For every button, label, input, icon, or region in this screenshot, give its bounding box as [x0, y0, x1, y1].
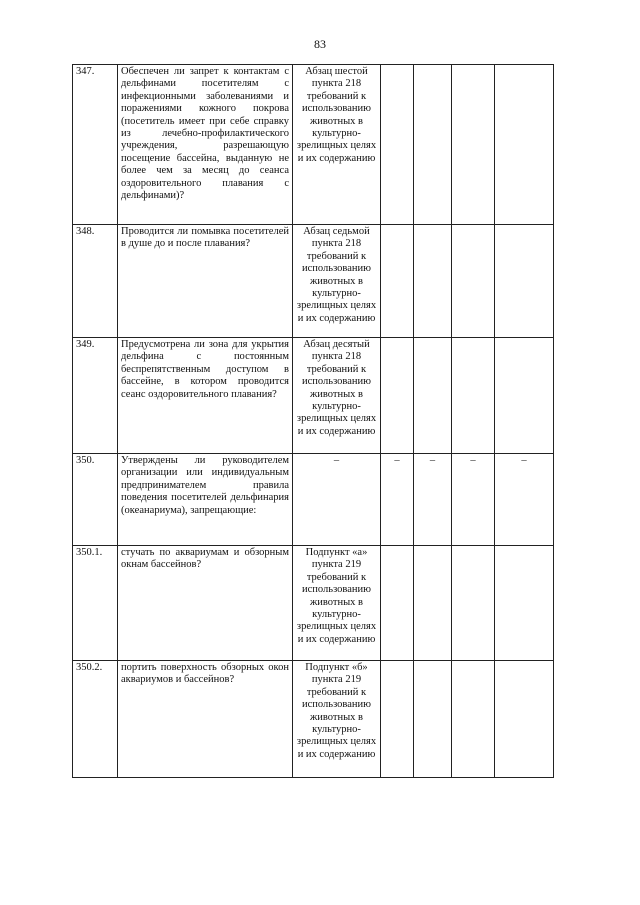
reference-text: Подпункт «а» пункта 219 требований к использованию животных в культурно-зрелищных целях и их содержанию	[293, 546, 381, 661]
reference-text: Абзац шестой пункта 218 требований к использованию животных в культурно-зрелищных целях и их содержанию	[293, 65, 381, 225]
question-text: Обеспечен ли запрет к контактам с дельфинами посетителям с инфекционными заболеваниями и поражениями кожного покрова (посетитель имеет при себе справку из лечебно-профилактического учреждения, разрешающую посещение бассейна, выданную не более чем за месяц до сеанса оздоровительного плавания с дельфинами)?	[118, 65, 293, 225]
row-number: 350.1.	[73, 546, 118, 661]
question-text: Предусмотрена ли зона для укрытия дельфина с постоянным беспрепятственным доступом в бассейне, в котором проводится сеанс оздоровительного плавания?	[118, 338, 293, 454]
row-number: 348.	[73, 225, 118, 338]
answer-na-cell[interactable]	[452, 65, 495, 225]
table-row	[73, 225, 554, 338]
reference-text: Подпункт «б» пункта 219 требований к использованию животных в культурно-зрелищных целях и их содержанию	[293, 661, 381, 778]
answer-yes-cell[interactable]	[381, 546, 414, 661]
answer-yes-cell[interactable]: –	[381, 454, 414, 546]
answer-no-cell[interactable]	[414, 546, 452, 661]
answer-no-cell[interactable]: –	[414, 454, 452, 546]
answer-na-cell[interactable]	[452, 546, 495, 661]
row-number: 350.2.	[73, 661, 118, 778]
answer-no-cell[interactable]	[414, 661, 452, 778]
table-row	[73, 65, 554, 225]
question-text: Проводится ли помывка посетителей в душе до и после плавания?	[118, 225, 293, 338]
table-row	[73, 546, 554, 661]
reference-text: Абзац десятый пункта 218 требований к использованию животных в культурно-зрелищных целях и их содержанию	[293, 338, 381, 454]
question-text: Утверждены ли руководителем организации или индивидуальным предпринимателем правила поведения посетителей дельфинария (океанариума), запрещающие:	[118, 454, 293, 546]
reference-text: Абзац седьмой пункта 218 требований к использованию животных в культурно-зрелищных целях и их содержанию	[293, 225, 381, 338]
answer-na-cell[interactable]	[452, 661, 495, 778]
reference-text: –	[293, 454, 381, 546]
question-text: стучать по аквариумам и обзорным окнам бассейнов?	[118, 546, 293, 661]
page-number: 83	[314, 37, 326, 51]
notes-cell[interactable]	[495, 661, 554, 778]
answer-yes-cell[interactable]	[381, 661, 414, 778]
notes-cell[interactable]: –	[495, 454, 554, 546]
row-number: 347.	[73, 65, 118, 225]
answer-no-cell[interactable]	[414, 65, 452, 225]
answer-yes-cell[interactable]	[381, 225, 414, 338]
answer-na-cell[interactable]	[452, 338, 495, 454]
answer-na-cell[interactable]: –	[452, 454, 495, 546]
question-text: портить поверхность обзорных окон аквариумов и бассейнов?	[118, 661, 293, 778]
answer-no-cell[interactable]	[414, 338, 452, 454]
answer-yes-cell[interactable]	[381, 338, 414, 454]
notes-cell[interactable]	[495, 225, 554, 338]
notes-cell[interactable]	[495, 338, 554, 454]
table-row	[73, 338, 554, 454]
checklist-table	[72, 64, 554, 778]
answer-na-cell[interactable]	[452, 225, 495, 338]
answer-no-cell[interactable]	[414, 225, 452, 338]
notes-cell[interactable]	[495, 546, 554, 661]
row-number: 349.	[73, 338, 118, 454]
row-number: 350.	[73, 454, 118, 546]
notes-cell[interactable]	[495, 65, 554, 225]
table-row	[73, 661, 554, 778]
answer-yes-cell[interactable]	[381, 65, 414, 225]
table-row	[73, 454, 554, 546]
